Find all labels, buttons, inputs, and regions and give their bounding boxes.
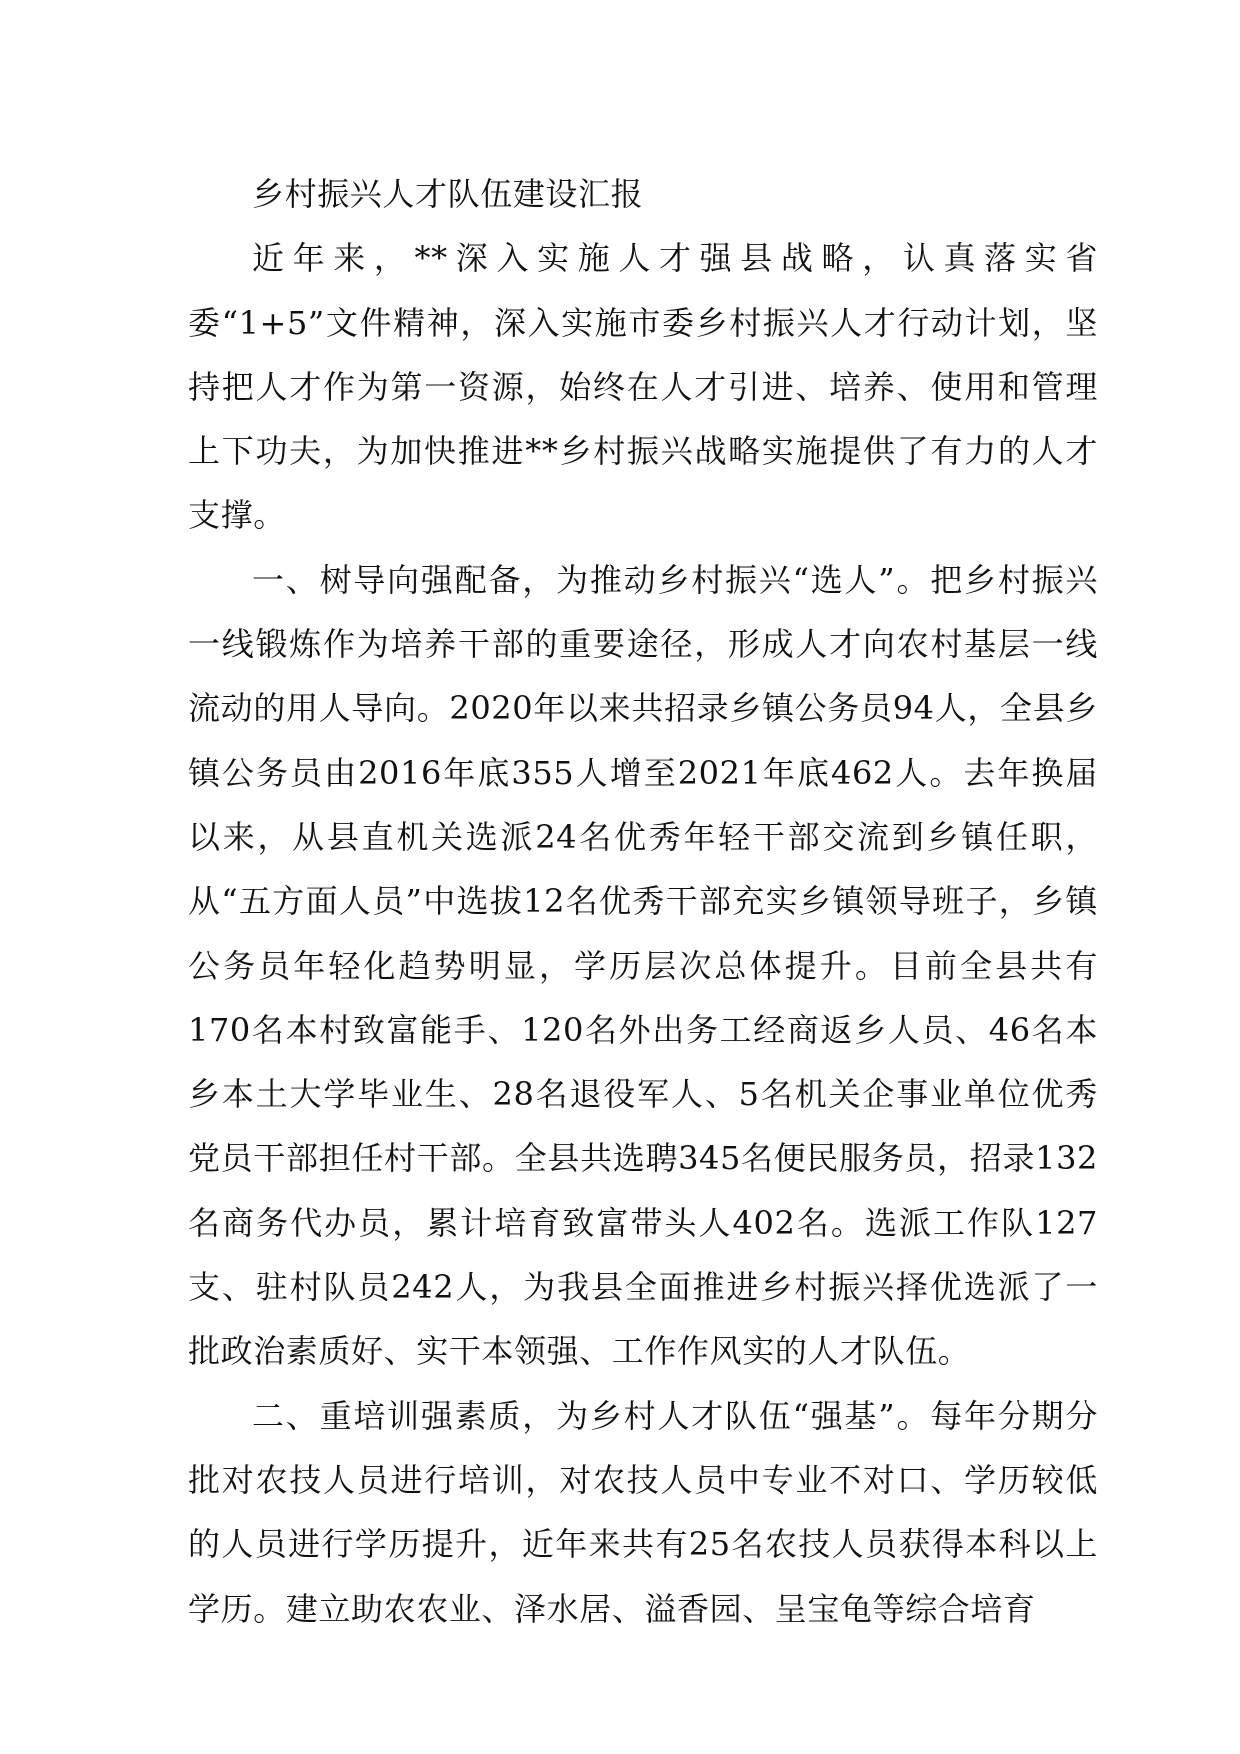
document-body [188, 162, 1098, 1641]
document-title: 乡村振兴人才队伍建设汇报 [252, 175, 644, 213]
section-one-paragraph: 一、树导向强配备，为推动乡村振兴“选人”。把乡村振兴一线锻炼作为培养干部的重要途径，形成人才向农村基层一线流动的用人导向。2020年以来共招录乡镇公务员94人，全县乡镇公务员由2016年底355人增至2021年底462人。去年换届以来，从县直机关选派24名优秀年轻干部交流到乡镇任职，从“五方面人员”中选拔12名优秀干部充实乡镇领导班子，乡镇公务员年轻化趋势明显，学历层次总体提升。目前全县共有170名本村致富能手、120名外出务工经商返乡人员、46名本乡本土大学毕业生、28名退役军人、5名机关企事业单位优秀党员干部担任村干部。全县共选聘345名便民服务员，招录132名商务代办员，累计培育致富带头人402名。选派工作队127支、驻村队员242人，为我县全面推进乡村振兴择优选派了一批政治素质好、实干本领强、工作作风实的人才队伍。 [188, 560, 1098, 1371]
intro-paragraph: 近年来，**深入实施人才强县战略，认真落实省委“1+5”文件精神，深入实施市委乡村振兴人才行动计划，坚持把人才作为第一资源，始终在人才引进、培养、使用和管理上下功夫，为加快推进**乡村振兴战略实施提供了有力的人才支撑。 [188, 239, 1098, 535]
section-two-paragraph: 二、重培训强素质，为乡村人才队伍“强基”。每年分期分批对农技人员进行培训，对农技人员中专业不对口、学历较低的人员进行学历提升，近年来共有25名农技人员获得本科以上学历。建立助农农业、泽水居、溢香园、呈宝龟等综合培育 [188, 1396, 1098, 1628]
